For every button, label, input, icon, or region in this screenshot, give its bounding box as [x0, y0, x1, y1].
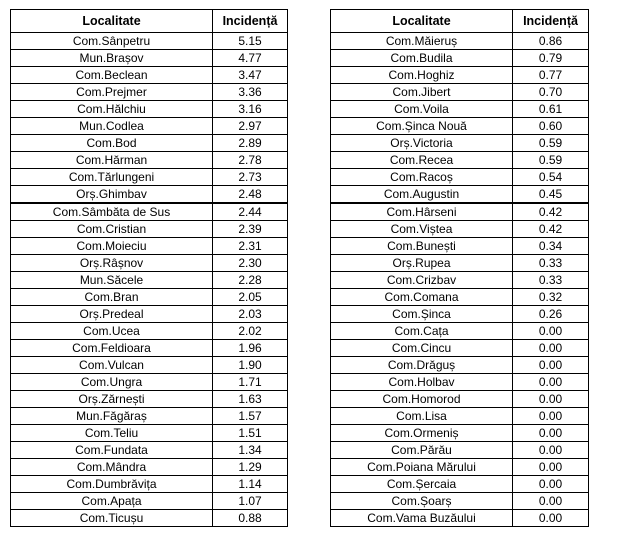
header-locality: Localitate	[331, 10, 513, 33]
locality-cell: Com.Beclean	[11, 67, 213, 84]
incidence-cell: 2.30	[213, 255, 288, 272]
table-row	[11, 459, 288, 476]
incidence-cell: 0.42	[513, 221, 589, 238]
incidence-cell: 0.00	[513, 459, 589, 476]
locality-cell: Com.Voila	[331, 101, 513, 118]
table-row	[331, 425, 589, 442]
incidence-cell: 1.63	[213, 391, 288, 408]
locality-cell: Mun.Codlea	[11, 118, 213, 135]
incidence-cell: 0.00	[513, 510, 589, 527]
table-row	[11, 442, 288, 459]
locality-cell: Com.Apața	[11, 493, 213, 510]
incidence-cell: 0.42	[513, 203, 589, 221]
incidence-cell: 2.31	[213, 238, 288, 255]
locality-cell: Com.Tărlungeni	[11, 169, 213, 186]
locality-cell: Com.Bunești	[331, 238, 513, 255]
incidence-cell: 1.51	[213, 425, 288, 442]
table-row	[11, 169, 288, 186]
locality-cell: Orș.Rupea	[331, 255, 513, 272]
table-row	[11, 493, 288, 510]
locality-cell: Com.Vama Buzăului	[331, 510, 513, 527]
incidence-cell: 0.00	[513, 425, 589, 442]
incidence-cell: 0.33	[513, 272, 589, 289]
incidence-cell: 2.05	[213, 289, 288, 306]
locality-cell: Com.Lisa	[331, 408, 513, 425]
locality-cell: Com.Măieruș	[331, 33, 513, 50]
incidence-cell: 0.86	[513, 33, 589, 50]
incidence-cell: 2.73	[213, 169, 288, 186]
table-row	[11, 357, 288, 374]
locality-cell: Com.Șinca	[331, 306, 513, 323]
table-row	[11, 67, 288, 84]
locality-cell: Com.Dumbrăvița	[11, 476, 213, 493]
incidence-cell: 0.00	[513, 493, 589, 510]
locality-cell: Com.Holbav	[331, 374, 513, 391]
incidence-cell: 0.88	[213, 510, 288, 527]
table-row	[11, 238, 288, 255]
table-row	[11, 135, 288, 152]
incidence-cell: 3.36	[213, 84, 288, 101]
locality-cell: Com.Sânpetru	[11, 33, 213, 50]
table-row	[331, 50, 589, 67]
table-row	[331, 67, 589, 84]
table-row	[331, 101, 589, 118]
locality-cell: Com.Budila	[331, 50, 513, 67]
header-incidence: Incidență	[213, 10, 288, 33]
locality-cell: Com.Augustin	[331, 186, 513, 204]
table-row	[11, 374, 288, 391]
table-row	[331, 442, 589, 459]
incidence-cell: 0.32	[513, 289, 589, 306]
incidence-cell: 1.71	[213, 374, 288, 391]
incidence-cell: 0.79	[513, 50, 589, 67]
header-row	[331, 10, 589, 33]
incidence-cell: 3.16	[213, 101, 288, 118]
incidence-cell: 0.00	[513, 374, 589, 391]
table-row	[331, 169, 589, 186]
incidence-cell: 0.34	[513, 238, 589, 255]
locality-cell: Com.Recea	[331, 152, 513, 169]
locality-cell: Com.Hoghiz	[331, 67, 513, 84]
table-row	[11, 340, 288, 357]
locality-cell: Orș.Ghimbav	[11, 186, 213, 204]
table-row	[331, 135, 589, 152]
incidence-cell: 0.00	[513, 442, 589, 459]
incidence-cell: 0.00	[513, 340, 589, 357]
locality-cell: Com.Vulcan	[11, 357, 213, 374]
locality-cell: Com.Ormeniș	[331, 425, 513, 442]
locality-cell: Com.Viștea	[331, 221, 513, 238]
table-row	[331, 374, 589, 391]
incidence-cell: 0.60	[513, 118, 589, 135]
incidence-cell: 1.34	[213, 442, 288, 459]
table-row	[11, 306, 288, 323]
locality-cell: Com.Cincu	[331, 340, 513, 357]
locality-cell: Orș.Victoria	[331, 135, 513, 152]
table-row	[331, 289, 589, 306]
header-incidence: Incidență	[513, 10, 589, 33]
incidence-cell: 2.39	[213, 221, 288, 238]
incidence-cell: 1.14	[213, 476, 288, 493]
table-row	[331, 493, 589, 510]
incidence-table-right	[330, 9, 589, 527]
incidence-cell: 2.03	[213, 306, 288, 323]
incidence-cell: 1.96	[213, 340, 288, 357]
incidence-cell: 2.97	[213, 118, 288, 135]
table-row	[331, 272, 589, 289]
incidence-table-left	[10, 9, 288, 527]
header-row	[11, 10, 288, 33]
locality-cell: Com.Teliu	[11, 425, 213, 442]
locality-cell: Com.Hârseni	[331, 203, 513, 221]
locality-cell: Com.Hălchiu	[11, 101, 213, 118]
locality-cell: Orș.Râșnov	[11, 255, 213, 272]
table-row	[331, 408, 589, 425]
incidence-cell: 0.61	[513, 101, 589, 118]
locality-cell: Com.Homorod	[331, 391, 513, 408]
locality-cell: Com.Părău	[331, 442, 513, 459]
incidence-cell: 0.70	[513, 84, 589, 101]
table-row	[331, 84, 589, 101]
table-row	[331, 510, 589, 527]
locality-cell: Com.Comana	[331, 289, 513, 306]
table-row	[11, 255, 288, 272]
locality-cell: Com.Crizbav	[331, 272, 513, 289]
incidence-cell: 3.47	[213, 67, 288, 84]
locality-cell: Com.Racoș	[331, 169, 513, 186]
table-row	[11, 50, 288, 67]
locality-cell: Orș.Predeal	[11, 306, 213, 323]
table-row	[331, 391, 589, 408]
incidence-cell: 2.48	[213, 186, 288, 204]
locality-cell: Com.Cața	[331, 323, 513, 340]
locality-cell: Com.Jibert	[331, 84, 513, 101]
incidence-cell: 0.45	[513, 186, 589, 204]
table-row	[331, 255, 589, 272]
table-row	[331, 33, 589, 50]
table-row	[331, 186, 589, 204]
incidence-cell: 0.33	[513, 255, 589, 272]
table-row	[11, 391, 288, 408]
table-row	[11, 221, 288, 238]
table-row	[11, 323, 288, 340]
locality-cell: Com.Sâmbăta de Sus	[11, 203, 213, 221]
table-row	[11, 289, 288, 306]
table-row	[11, 118, 288, 135]
locality-cell: Com.Bran	[11, 289, 213, 306]
locality-cell: Orș.Zărnești	[11, 391, 213, 408]
incidence-cell: 0.59	[513, 135, 589, 152]
table-row	[331, 340, 589, 357]
incidence-cell: 0.00	[513, 323, 589, 340]
incidence-cell: 0.59	[513, 152, 589, 169]
locality-cell: Com.Șercaia	[331, 476, 513, 493]
table-row	[331, 323, 589, 340]
locality-cell: Com.Poiana Mărului	[331, 459, 513, 476]
locality-cell: Com.Moieciu	[11, 238, 213, 255]
locality-cell: Com.Șoarș	[331, 493, 513, 510]
table-row	[331, 476, 589, 493]
table-row	[11, 203, 288, 221]
incidence-cell: 1.57	[213, 408, 288, 425]
locality-cell: Com.Mândra	[11, 459, 213, 476]
incidence-cell: 1.07	[213, 493, 288, 510]
incidence-cell: 2.28	[213, 272, 288, 289]
locality-cell: Com.Hărman	[11, 152, 213, 169]
locality-cell: Mun.Făgăraș	[11, 408, 213, 425]
incidence-cell: 1.29	[213, 459, 288, 476]
incidence-cell: 0.00	[513, 476, 589, 493]
locality-cell: Com.Ticușu	[11, 510, 213, 527]
table-row	[11, 510, 288, 527]
table-row	[331, 152, 589, 169]
incidence-cell: 5.15	[213, 33, 288, 50]
incidence-cell: 4.77	[213, 50, 288, 67]
table-row	[331, 459, 589, 476]
incidence-cell: 0.77	[513, 67, 589, 84]
locality-cell: Com.Cristian	[11, 221, 213, 238]
locality-cell: Com.Feldioara	[11, 340, 213, 357]
locality-cell: Com.Ungra	[11, 374, 213, 391]
header-locality: Localitate	[11, 10, 213, 33]
table-row	[331, 221, 589, 238]
table-row	[331, 357, 589, 374]
table-row	[331, 306, 589, 323]
table-row	[331, 238, 589, 255]
table-row	[11, 84, 288, 101]
table-row	[11, 33, 288, 50]
locality-cell: Com.Drăguș	[331, 357, 513, 374]
locality-cell: Com.Fundata	[11, 442, 213, 459]
locality-cell: Com.Ucea	[11, 323, 213, 340]
table-row	[11, 476, 288, 493]
table-row	[331, 118, 589, 135]
table-row	[11, 152, 288, 169]
incidence-cell: 0.00	[513, 408, 589, 425]
incidence-cell: 2.44	[213, 203, 288, 221]
table-row	[11, 272, 288, 289]
table-row	[11, 425, 288, 442]
incidence-cell: 0.00	[513, 391, 589, 408]
table-row	[11, 186, 288, 204]
locality-cell: Mun.Brașov	[11, 50, 213, 67]
incidence-cell: 2.89	[213, 135, 288, 152]
incidence-cell: 2.78	[213, 152, 288, 169]
locality-cell: Com.Bod	[11, 135, 213, 152]
table-row	[11, 408, 288, 425]
table-row	[331, 203, 589, 221]
incidence-cell: 0.00	[513, 357, 589, 374]
table-row	[11, 101, 288, 118]
incidence-cell: 0.54	[513, 169, 589, 186]
incidence-cell: 1.90	[213, 357, 288, 374]
locality-cell: Com.Prejmer	[11, 84, 213, 101]
locality-cell: Mun.Săcele	[11, 272, 213, 289]
locality-cell: Com.Șinca Nouă	[331, 118, 513, 135]
incidence-cell: 2.02	[213, 323, 288, 340]
incidence-cell: 0.26	[513, 306, 589, 323]
